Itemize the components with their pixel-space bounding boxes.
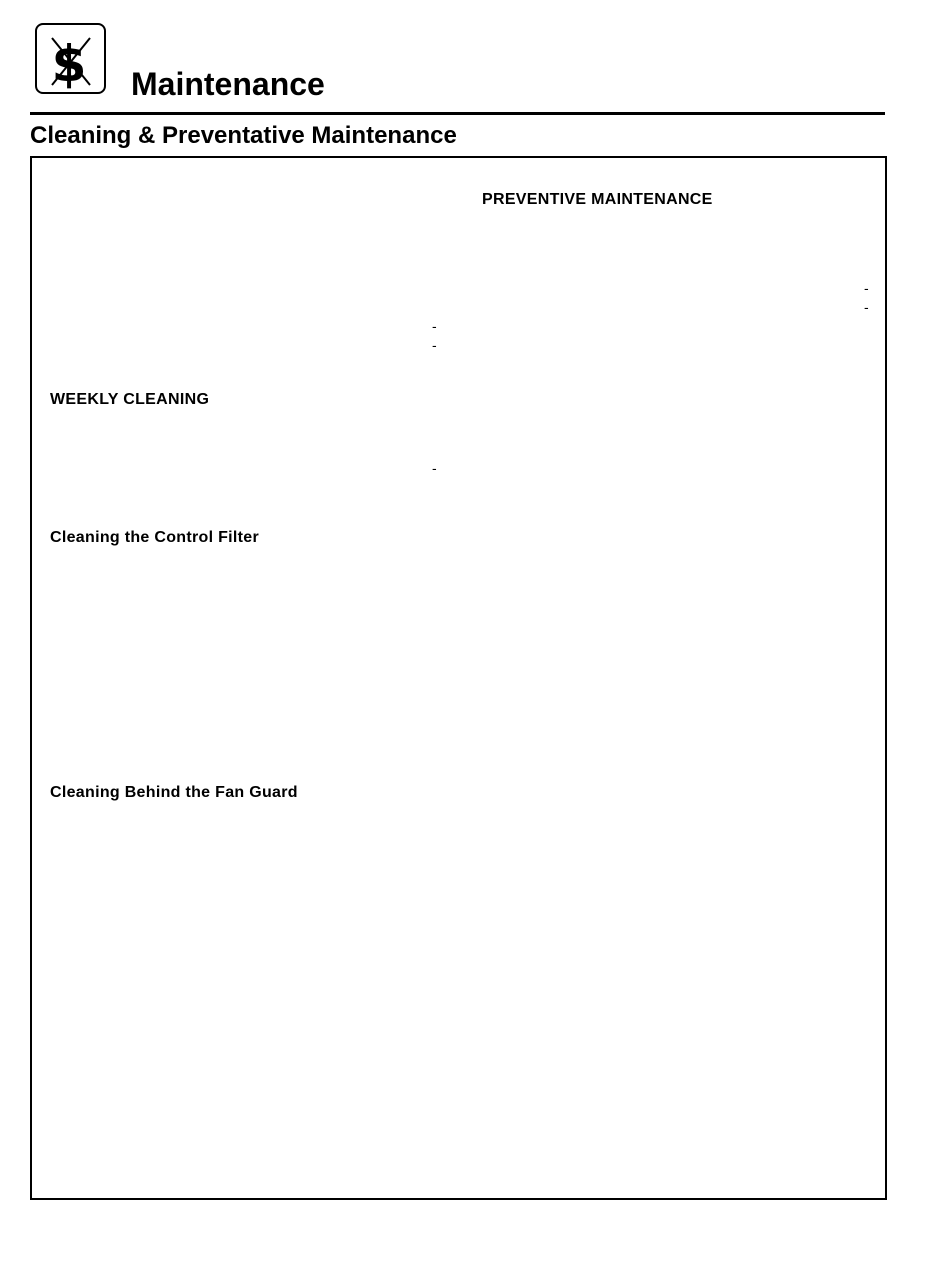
- dollar-crossed-icon: [37, 25, 104, 92]
- svg-text:$: $: [51, 35, 87, 92]
- dash-marker: -: [432, 460, 437, 476]
- section-title: Cleaning & Preventative Maintenance: [30, 122, 457, 149]
- control-filter-heading: Cleaning the Control Filter: [50, 529, 259, 546]
- content-frame: [30, 156, 887, 1200]
- dash-marker: -: [432, 337, 437, 353]
- preventive-maintenance-heading: PREVENTIVE MAINTENANCE: [482, 191, 713, 208]
- dash-marker: -: [432, 318, 437, 334]
- dash-marker: -: [864, 280, 869, 296]
- weekly-cleaning-heading: WEEKLY CLEANING: [50, 391, 210, 408]
- page-title: Maintenance: [131, 66, 325, 102]
- maintenance-icon-box: [35, 23, 106, 94]
- dash-marker: -: [864, 299, 869, 315]
- fan-guard-heading: Cleaning Behind the Fan Guard: [50, 784, 298, 801]
- title-divider: [30, 112, 885, 115]
